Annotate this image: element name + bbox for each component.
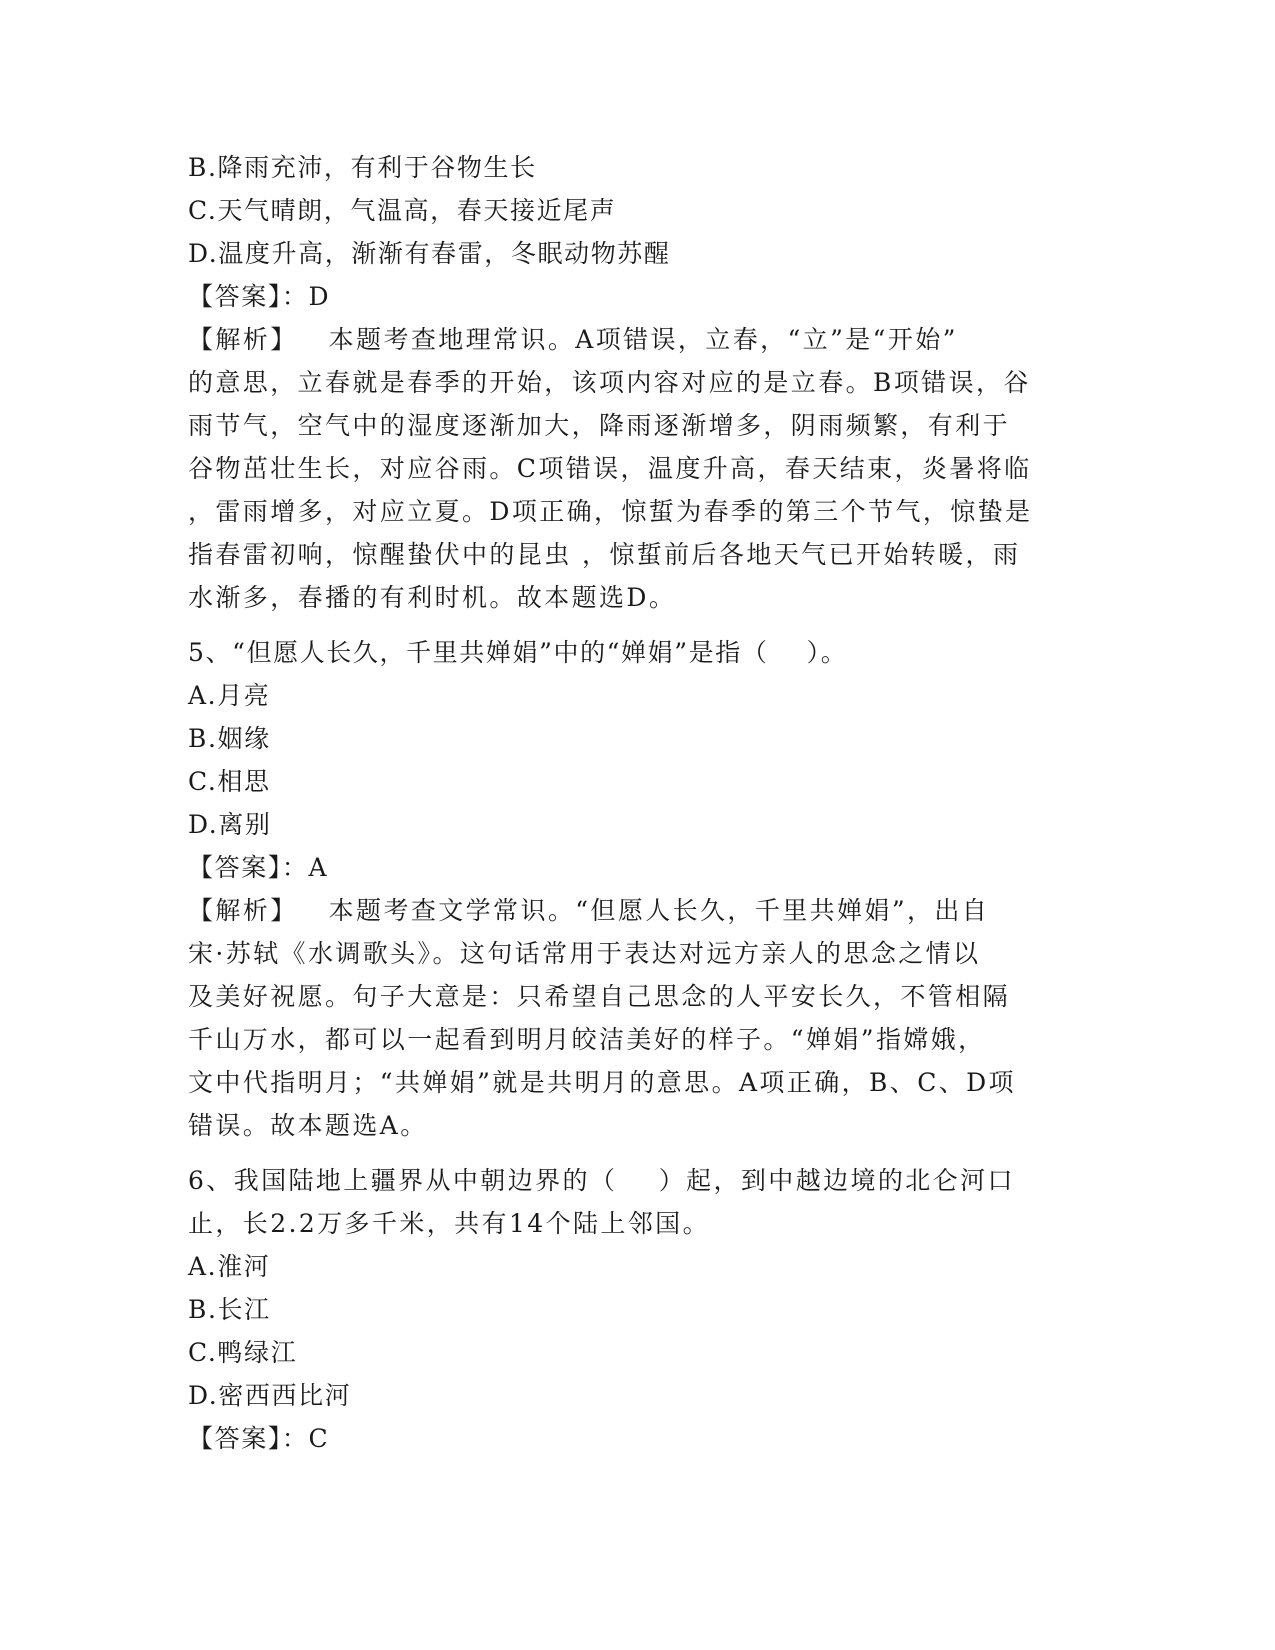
q5-option-a: A.月亮 (188, 681, 271, 710)
q5-analysis-line: 错误。故本题选A。 (188, 1111, 428, 1140)
q6-option-d: D.密西西比河 (188, 1381, 352, 1410)
q4-analysis (188, 318, 1083, 619)
q4-analysis-line: 谷物茁壮生长，对应谷雨。C项错误，温度升高，春天结束，炎暑将临 (188, 454, 1032, 483)
q6-option-b: B.长江 (188, 1295, 271, 1324)
q5-analysis-line: 宋·苏轼《水调歌头》。这句话常用于表达对远方亲人的思念之情以 (188, 939, 981, 968)
q5-answer: 【答案】：A (188, 853, 329, 882)
q4-analysis-line: 指春雷初响，惊醒蛰伏中的昆虫 ，惊蜇前后各地天气已开始转暖，雨 (188, 540, 1021, 569)
q4-analysis-line: 雨节气，空气中的湿度逐渐加大，降雨逐渐增多，阴雨频繁，有利于 (188, 411, 1011, 440)
q5-analysis (188, 889, 1083, 1147)
q6-question-line: 6、我国陆地上疆界从中朝边界的（ ）起，到中越边境的北仑河口 (188, 1166, 1015, 1195)
q6-option-a: A.淮河 (188, 1252, 271, 1281)
section-gap (188, 619, 1083, 631)
page-content (188, 146, 1083, 1460)
q5-option-d: D.离别 (188, 810, 272, 839)
q5-question: 5、“但愿人长久，千里共婵娟”中的“婵娟”是指（ ）。 (188, 638, 848, 667)
q5-option-c: C.相思 (188, 767, 271, 796)
q5-analysis-line: 及美好祝愿。句子大意是：只希望自己思念的人平安长久，不管相隔 (188, 982, 1011, 1011)
q4-option-d: D.温度升高，渐渐有春雷，冬眠动物苏醒 (188, 239, 671, 268)
q4-analysis-line: 【解析】 本题考查地理常识。A项错误，立春，“立”是“开始” (188, 325, 958, 354)
q5-option-b: B.姻缘 (188, 724, 271, 753)
q4-analysis-line: ，雷雨增多，对应立夏。D项正确，惊蜇为春季的第三个节气，惊蛰是 (188, 497, 1033, 526)
q6-option-c: C.鸭绿江 (188, 1338, 298, 1367)
q4-analysis-line: 水渐多，春播的有利时机。故本题选D。 (188, 583, 677, 612)
q5-analysis-line: 文中代指明月；“共婵娟”就是共明月的意思。A项正确，B、C、D项 (188, 1068, 1016, 1097)
q4-option-b: B.降雨充沛，有利于谷物生长 (188, 153, 537, 182)
q6-answer: 【答案】：C (188, 1424, 330, 1453)
q4-option-c: C.天气晴朗，气温高，春天接近尾声 (188, 196, 617, 225)
section-gap (188, 1147, 1083, 1159)
q5-analysis-line: 千山万水，都可以一起看到明月皎洁美好的样子。“婵娟”指嫦娥， (188, 1025, 986, 1054)
q4-analysis-line: 的意思，立春就是春季的开始，该项内容对应的是立春。B项错误，谷 (188, 368, 1031, 397)
q4-answer: 【答案】：D (188, 282, 331, 311)
q5-analysis-line: 【解析】 本题考查文学常识。“但愿人长久，千里共婵娟”，出自 (188, 896, 990, 925)
q6-question-line: 止，长2.2万多千米，共有14个陆上邻国。 (188, 1209, 710, 1238)
q6-question (188, 1159, 1083, 1245)
